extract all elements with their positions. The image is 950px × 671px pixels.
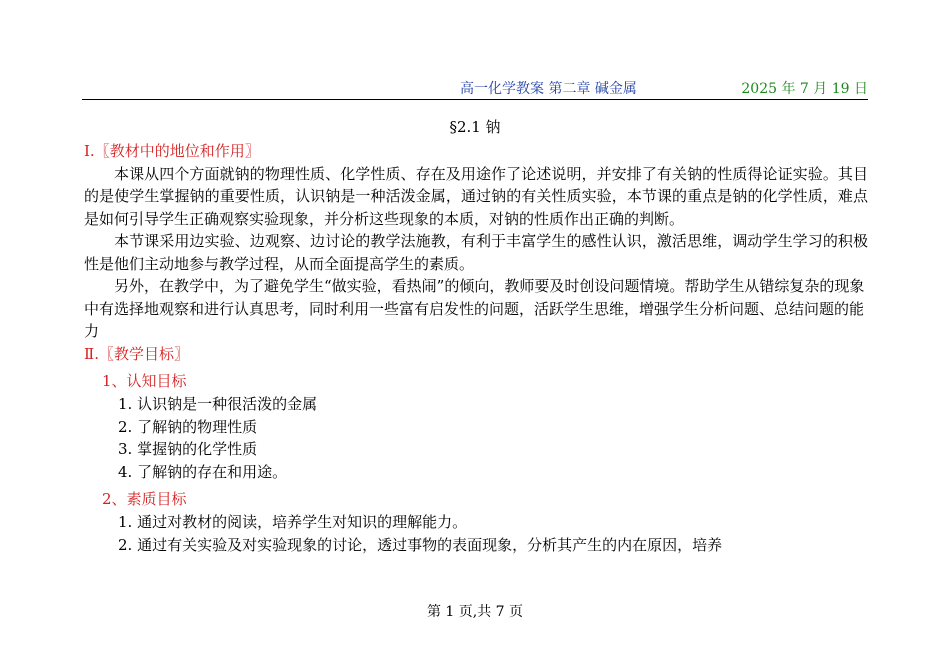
list-item: 1. 通过对教材的阅读，培养学生对知识的理解能力。	[118, 513, 468, 531]
page-header	[84, 78, 868, 98]
section-heading-role: Ⅰ.〖教材中的地位和作用〗	[84, 142, 260, 160]
list-item: 1. 认识钠是一种很活泼的金属	[118, 395, 318, 413]
header-date: 2025 年 7 月 19 日	[741, 81, 868, 97]
document-body	[84, 140, 868, 556]
page-number: 第 1 页,共 7 页	[426, 604, 524, 620]
list-item: 2. 了解钠的物理性质	[118, 417, 258, 436]
header-divider	[82, 99, 868, 100]
list-item: 4. 了解钠的存在和用途。	[118, 462, 288, 481]
subheading-cognitive: 1、认知目标	[102, 372, 187, 390]
list-item: 2. 通过有关实验及对实验现象的讨论，透过事物的表面现象，分析其产生的内在原因，培养	[118, 535, 723, 554]
paragraph: 本节课采用边实验、边观察、边讨论的教学法施教，有利于丰富学生的感性认识，激活思维，调动学生学习的积极性是他们主动地参与教学过程，从而全面提高学生的素质。	[84, 232, 868, 273]
subheading-quality: 2、素质目标	[102, 490, 187, 508]
page-title: §2.1 钠	[449, 118, 501, 136]
header-course-title: 高一化学教案 第二章 碱金属	[460, 81, 637, 97]
list-item: 3. 掌握钠的化学性质	[118, 440, 258, 458]
paragraph: 另外，在教学中，为了避免学生“做实验，看热闹”的倾向，教师要及时创设问题情境。帮助学生从错综复杂的现象中有选择地观察和进行认真思考，同时利用一些富有启发性的问题，活跃学生思维，增强学生分析问题、总结问题的能力	[84, 277, 865, 340]
paragraph: 本课从四个方面就钠的物理性质、化学性质、存在及用途作了论述说明，并安排了有关钠的性质得论证实验。其目的是使学生掌握钠的重要性质，认识钠是一种活泼金属，通过钠的有关性质实验，本节课的重点是钠的化学性质，难点是如何引导学生正确观察实验现象，并分析这些现象的本质，对钠的性质作出正确的判断。	[84, 164, 868, 228]
section-heading-objectives: Ⅱ.〖教学目标〗	[84, 344, 189, 363]
